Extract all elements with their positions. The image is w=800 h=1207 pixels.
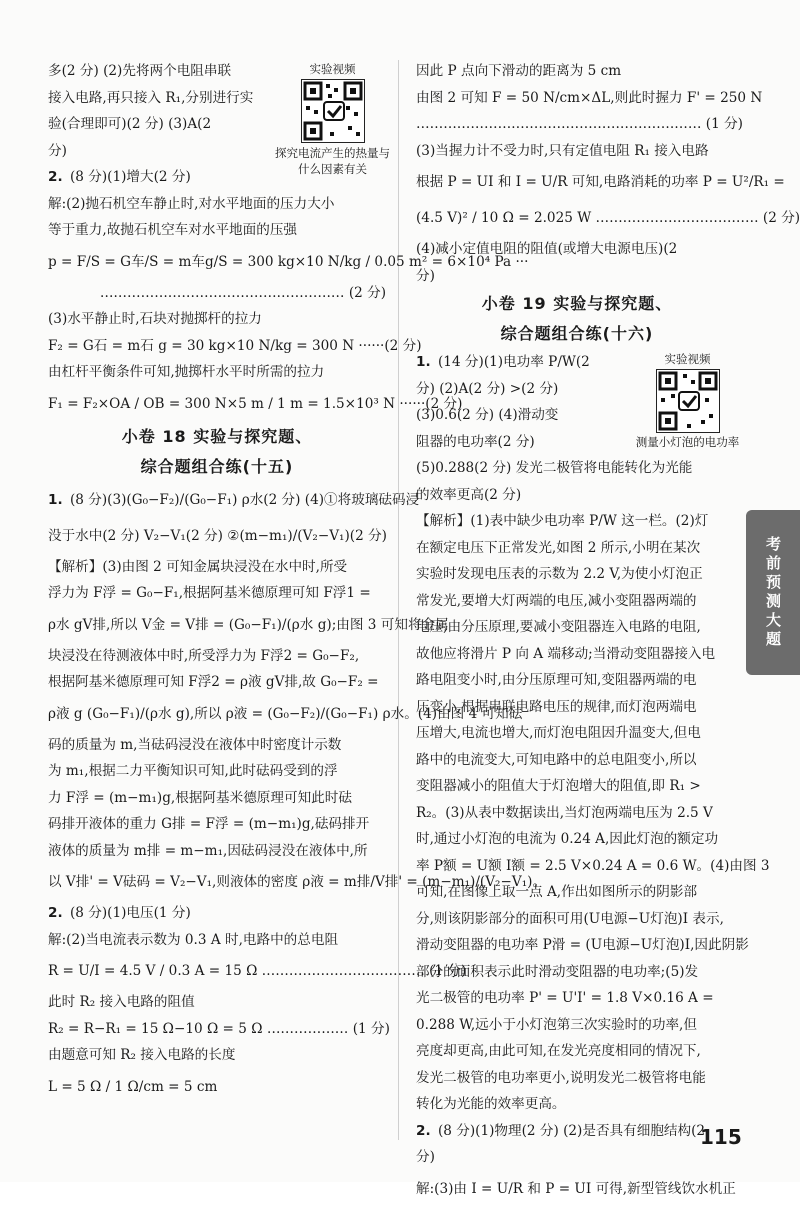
text-line: 阻器的电功率(2 分)	[416, 433, 535, 450]
analysis-line: 电压,由分压原理,要减小变阻器连入电路的电阻,	[416, 619, 701, 635]
question-number: 1.	[416, 354, 431, 370]
analysis-line: R₂。(3)从表中数据读出,当灯泡两端电压为 2.5 V	[416, 804, 713, 821]
text-line: (3)0.6(2 分) (4)滑动变	[416, 407, 559, 423]
analysis-line: 时,通过小灯泡的电流为 0.24 A,因此灯泡的额定功	[416, 831, 719, 847]
section-title-19-line2: 综合题组合练(十六)	[500, 324, 654, 343]
text-line: (8 分)(1)增大(2 分)	[70, 169, 191, 185]
analysis-line: 故他应将滑片 P 向 A 端移动;当滑动变阻器接入电	[416, 645, 716, 662]
analysis-line: 率 P额 = U额 I额 = 2.5 V×0.24 A = 0.6 W。(4)由图 3	[416, 857, 770, 874]
text-line: 多(2 分) (2)先将两个电阻串联	[48, 63, 232, 79]
analysis-line: 路电阻变小时,由分压原理可知,变阻器两端的电	[416, 672, 697, 688]
question-number: 1.	[48, 491, 63, 508]
analysis-line: 码的质量为 m,当砝码浸没在液体中时密度计示数	[48, 736, 342, 753]
question-number: 2.	[48, 905, 63, 921]
analysis-line: 可知,在图像上取一点 A,作出如图所示的阴影部	[416, 884, 698, 900]
equation-line: R = U/I = 4.5 V / 0.3 A = 15 Ω ……………………………… (1 分)	[48, 963, 467, 979]
analysis-line: 分,则该阴影部分的面积可用(U电源−U灯泡)I 表示,	[416, 910, 724, 927]
qr-caption-bottom: 测量小灯泡的电功率	[635, 435, 740, 449]
analysis-line: 浮力为 F浮 = G₀−F₁,根据阿基米德原理可知 F浮1 =	[48, 585, 371, 601]
analysis-line: 实验时发现电压表的示数为 2.2 V,为使小灯泡正	[416, 566, 703, 582]
text-line: 分) (2)A(2 分) >(2 分)	[416, 380, 559, 397]
analysis-line: 为 m₁,根据二力平衡知识可知,此时砝码受到的浮	[48, 763, 338, 779]
qr-caption-top: 实验视频	[309, 62, 356, 76]
qr-code-icon[interactable]	[656, 369, 720, 433]
analysis-line: 滑动变阻器的电功率 P滑 = (U电源−U灯泡)I,因此阴影	[416, 937, 749, 953]
text-line: 解:(2)抛石机空车静止时,对水平地面的压力大小	[48, 195, 335, 212]
analysis-line: 块浸没在待测液体中时,所受浮力为 F浮2 = G₀−F₂,	[48, 647, 360, 664]
text-line: ……………………………………………………… (1 分)	[416, 116, 743, 132]
equation-line: 根据 P = UI 和 I = U/R 可知,电路消耗的功率 P = U²/R₁ =	[416, 174, 785, 190]
text-line: (8 分)(3)(G₀−F₂)/(G₀−F₁) ρ水(2 分) (4)①将玻璃砝码浸	[70, 491, 420, 508]
qr-caption-top: 实验视频	[664, 352, 711, 366]
text-line: 因此 P 点向下滑动的距离为 5 cm	[416, 63, 622, 79]
equation-line: L = 5 Ω / 1 Ω/cm = 5 cm	[48, 1078, 218, 1095]
text-line: 分)	[416, 267, 435, 284]
analysis-line: 光二极管的电功率 P' = U'I' = 1.8 V×0.16 A =	[416, 990, 714, 1006]
question-1-header	[416, 349, 658, 376]
text-line: (3)当握力计不受力时,只有定值电阻 R₁ 接入电路	[416, 142, 709, 159]
question-2-header	[48, 900, 386, 927]
equation-line: F₁ = F₂×OA / OB = 300 N×5 m / 1 m = 1.5×10³ N ······(2 分)	[48, 395, 463, 412]
analysis-line: 【解析】(1)表中缺少电功率 P/W 这一栏。(2)灯	[416, 513, 709, 529]
analysis-line: 根据阿基米德原理可知 F浮2 = ρ液 gV排,故 G₀−F₂ =	[48, 674, 379, 690]
analysis-line: 在额定电压下正常发光,如图 2 所示,小明在某次	[416, 539, 701, 556]
section-title-18-line1: 小卷 18 实验与探究题、	[121, 426, 313, 446]
analysis-line: 以 V排' = V砝码 = V₂−V₁,则液体的密度 ρ液 = m排/V排' = (m−m₁)/(V₂−V₁)。	[48, 874, 547, 890]
analysis-line: 力 F浮 = (m−m₁)g,根据阿基米德原理可知此时砝	[48, 789, 352, 806]
page-number: 115	[700, 1125, 742, 1149]
analysis-line: 压变小,根据串联电路电压的规律,而灯泡两端电	[416, 698, 697, 715]
analysis-line: 路中的电流变大,可知电路中的总电阻变小,所以	[416, 751, 697, 768]
qr-code-block[interactable]	[270, 62, 395, 177]
question-number: 2.	[48, 169, 63, 185]
analysis-line: 转化为光能的效率更高。	[416, 1096, 566, 1112]
equation-line: 没于水中(2 分) V₂−V₁(2 分) ②(m−m₁)/(V₂−V₁)(2 分)	[48, 527, 387, 544]
analysis-line: 【解析】(3)由图 2 可知金属块浸没在水中时,所受	[48, 558, 348, 575]
analysis-line: ρ液 g (G₀−F₁)/(ρ水 g),所以 ρ液 = (G₀−F₂)/(G₀−F₁) ρ水。(4)由图 4 可知砝	[48, 705, 523, 722]
text-line: (4)减小定值电阻的阻值(或增大电源电压)(2	[416, 241, 678, 257]
question-1-header	[48, 482, 420, 518]
equation-line: (4.5 V)² / 10 Ω = 2.025 W ……………………………… (2 分)	[416, 210, 800, 226]
analysis-line: 0.288 W,远小于小灯泡第三次实验时的功率,但	[416, 1016, 697, 1033]
analysis-line: 变阻器减小的阻值大于灯泡增大的阻值,即 R₁ >	[416, 778, 701, 794]
question-2-header	[416, 1118, 738, 1145]
side-tab-label: 考前预测大题	[746, 510, 800, 675]
text-line: 由杠杆平衡条件可知,抛掷杆水平时所需的拉力	[48, 364, 325, 380]
analysis-line: 常发光,要增大灯两端的电压,减小变阻器两端的	[416, 592, 697, 609]
text-line: 的效率更高(2 分)	[416, 486, 522, 503]
text-line: 分)	[48, 142, 67, 159]
text-line: 此时 R₂ 接入电路的阻值	[48, 994, 195, 1010]
text-line: 等于重力,故抛石机空车对水平地面的压强	[48, 222, 298, 238]
text-line: 接入电路,再只接入 R₁,分别进行实	[48, 89, 254, 106]
text-line: F₂ = G石 = m石 g = 30 kg×10 N/kg = 300 N ······(2 分)	[48, 337, 422, 354]
text-line: ……………………………………………… (2 分)	[99, 284, 386, 301]
qr-caption-bottom: 探究电流产生的热量与什么因素有关	[275, 146, 390, 176]
text-line: (8 分)(1)电压(1 分)	[70, 905, 191, 921]
text-line: (8 分)(1)物理(2 分) (2)是否具有细胞结构(2	[438, 1122, 706, 1139]
analysis-line: 发光二极管的电功率更小,说明发光二极管将电能	[416, 1069, 706, 1086]
equation-line: 解:(3)由 I = U/R 和 P = UI 可得,新型管线饮水机正	[416, 1180, 736, 1197]
text-line: 解:(2)当电流表示数为 0.3 A 时,电路中的总电阻	[48, 931, 339, 948]
text-line: 由图 2 可知 F = 50 N/cm×ΔL,则此时握力 F' = 250 N	[416, 89, 763, 106]
analysis-line: 码排开液体的重力 G排 = F浮 = (m−m₁)g,砝码排开	[48, 816, 370, 832]
analysis-line: 部分的面积表示此时滑动变阻器的电功率;(5)发	[416, 963, 699, 980]
text-line: R₂ = R−R₁ = 15 Ω−10 Ω = 5 Ω ……………… (1 分)	[48, 1020, 390, 1037]
text-line: 验(合理即可)(2 分) (3)A(2	[48, 116, 212, 132]
analysis-line: 亮度却更高,由此可知,在发光亮度相同的情况下,	[416, 1043, 701, 1059]
text-line: (14 分)(1)电功率 P/W(2	[438, 354, 590, 370]
analysis-line: ρ水 gV排,所以 V金 = V排 = (G₀−F₁)/(ρ水 g);由图 3 可知将金属	[48, 616, 449, 633]
text-line: (5)0.288(2 分) 发光二极管将电能转化为光能	[416, 460, 693, 476]
analysis-line: 压增大,电流也增大,而灯泡电阻因升温变大,但电	[416, 725, 701, 741]
question-number: 2.	[416, 1122, 431, 1139]
equation-line: p = F/S = G车/S = m车g/S = 300 kg×10 N/kg / 0.05 m² = 6×10⁴ Pa ···	[48, 253, 529, 270]
text-line: 分)	[416, 1149, 435, 1165]
analysis-line: 液体的质量为 m排 = m−m₁,因砝码浸没在液体中,所	[48, 842, 368, 859]
text-line: 由题意可知 R₂ 接入电路的长度	[48, 1047, 236, 1063]
qr-code-icon[interactable]	[301, 79, 365, 143]
section-title-19-line1: 小卷 19 实验与探究题、	[481, 294, 673, 313]
qr-code-block[interactable]	[630, 352, 745, 450]
text-line: (3)水平静止时,石块对抛掷杆的拉力	[48, 311, 262, 327]
section-title-18-line2: 综合题组合练(十五)	[140, 456, 294, 476]
